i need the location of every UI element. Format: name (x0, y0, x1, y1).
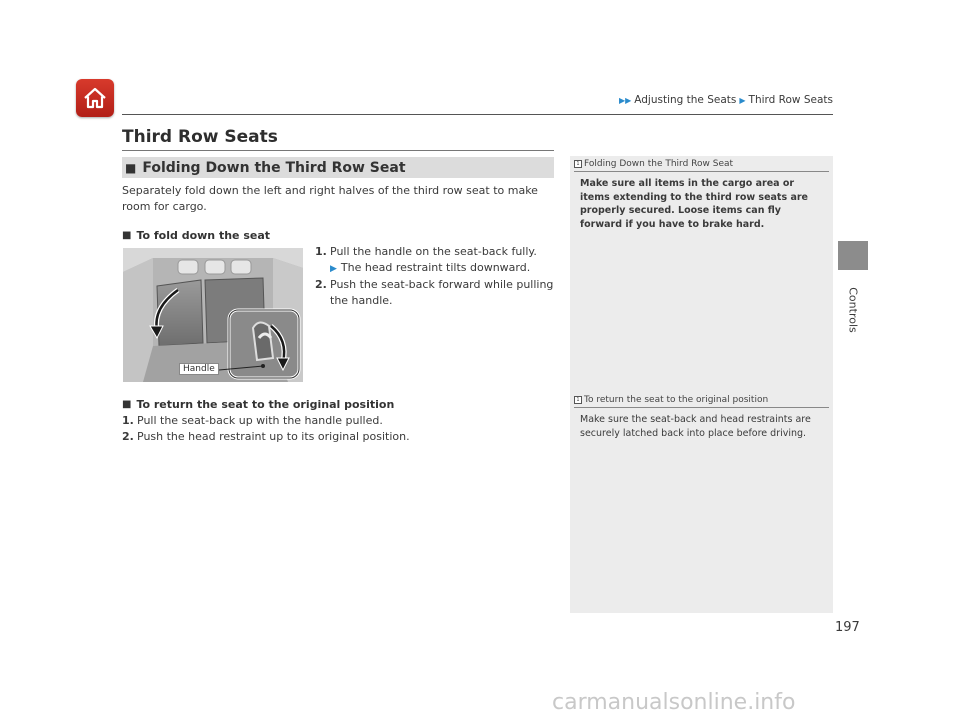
seat-fold-illustration (123, 248, 303, 382)
chevron-right-icon: ▶ (739, 95, 746, 105)
home-button[interactable] (76, 79, 114, 117)
handle-callout-label: Handle (179, 363, 219, 375)
chapter-tab-marker[interactable] (838, 241, 868, 270)
breadcrumb-page[interactable]: Third Row Seats (748, 94, 833, 106)
step-number: 2. (122, 429, 134, 443)
step-number: 1. (122, 414, 134, 427)
home-icon (82, 85, 108, 111)
square-bullet-icon: ■ (122, 399, 132, 410)
notes-panel (570, 156, 833, 613)
page-number: 197 (835, 620, 860, 635)
chevron-right-icon: ▶▶ (618, 95, 632, 105)
square-bullet-icon: ■ (125, 160, 137, 175)
note-marker-icon: 1 (574, 160, 582, 168)
watermark: carmanualsonline.info (552, 690, 796, 715)
section-header (122, 157, 554, 178)
step-item (315, 277, 555, 308)
note-body: Make sure all items in the cargo area or items extending to the third row seats are properly secured. Loose items can fly forward if you have to brake hard. (580, 178, 808, 230)
step-text: Push the head restraint up to its original position. (137, 429, 410, 443)
step-item (122, 413, 542, 429)
step-note (315, 260, 555, 278)
step-item (122, 429, 542, 445)
note-marker-icon: 1 (574, 396, 582, 404)
return-seat-steps (122, 413, 542, 444)
header-divider (122, 114, 833, 115)
cargo-area-image (123, 248, 303, 382)
note-header (574, 395, 829, 408)
step-text: Pull the handle on the seat-back fully. (330, 245, 537, 258)
page-title: Third Row Seats (122, 127, 278, 147)
note-title[interactable]: Folding Down the Third Row Seat (584, 159, 734, 169)
note-title[interactable]: To return the seat to the original position (584, 395, 769, 405)
step-number: 2. (315, 278, 327, 291)
step-number: 1. (315, 245, 327, 258)
section-title: Folding Down the Third Row Seat (142, 159, 406, 176)
step-text: Pull the seat-back up with the handle pulled. (137, 414, 383, 427)
note-header (574, 159, 829, 172)
return-seat-heading-text: To return the seat to the original position (136, 398, 395, 411)
fold-down-steps (315, 244, 555, 308)
return-seat-heading (122, 398, 394, 411)
fold-down-heading-text: To fold down the seat (136, 229, 271, 242)
fold-down-heading (122, 229, 270, 242)
section-intro: Separately fold down the left and right halves of the third row seat to make room for cargo. (122, 184, 538, 213)
title-divider (122, 150, 554, 151)
chapter-tab-label[interactable]: Controls (846, 287, 860, 333)
step-item (315, 244, 555, 260)
note-body: Make sure the seat-back and head restraints are securely latched back into place before driving. (580, 414, 811, 439)
square-bullet-icon: ■ (122, 230, 132, 241)
arrow-right-icon: ▶ (330, 263, 337, 274)
step-text: Push the seat-back forward while pulling the handle. (330, 278, 554, 307)
breadcrumb-section[interactable]: Adjusting the Seats (634, 94, 737, 106)
step-note-text: The head restraint tilts downward. (340, 260, 531, 274)
breadcrumb (619, 94, 833, 106)
